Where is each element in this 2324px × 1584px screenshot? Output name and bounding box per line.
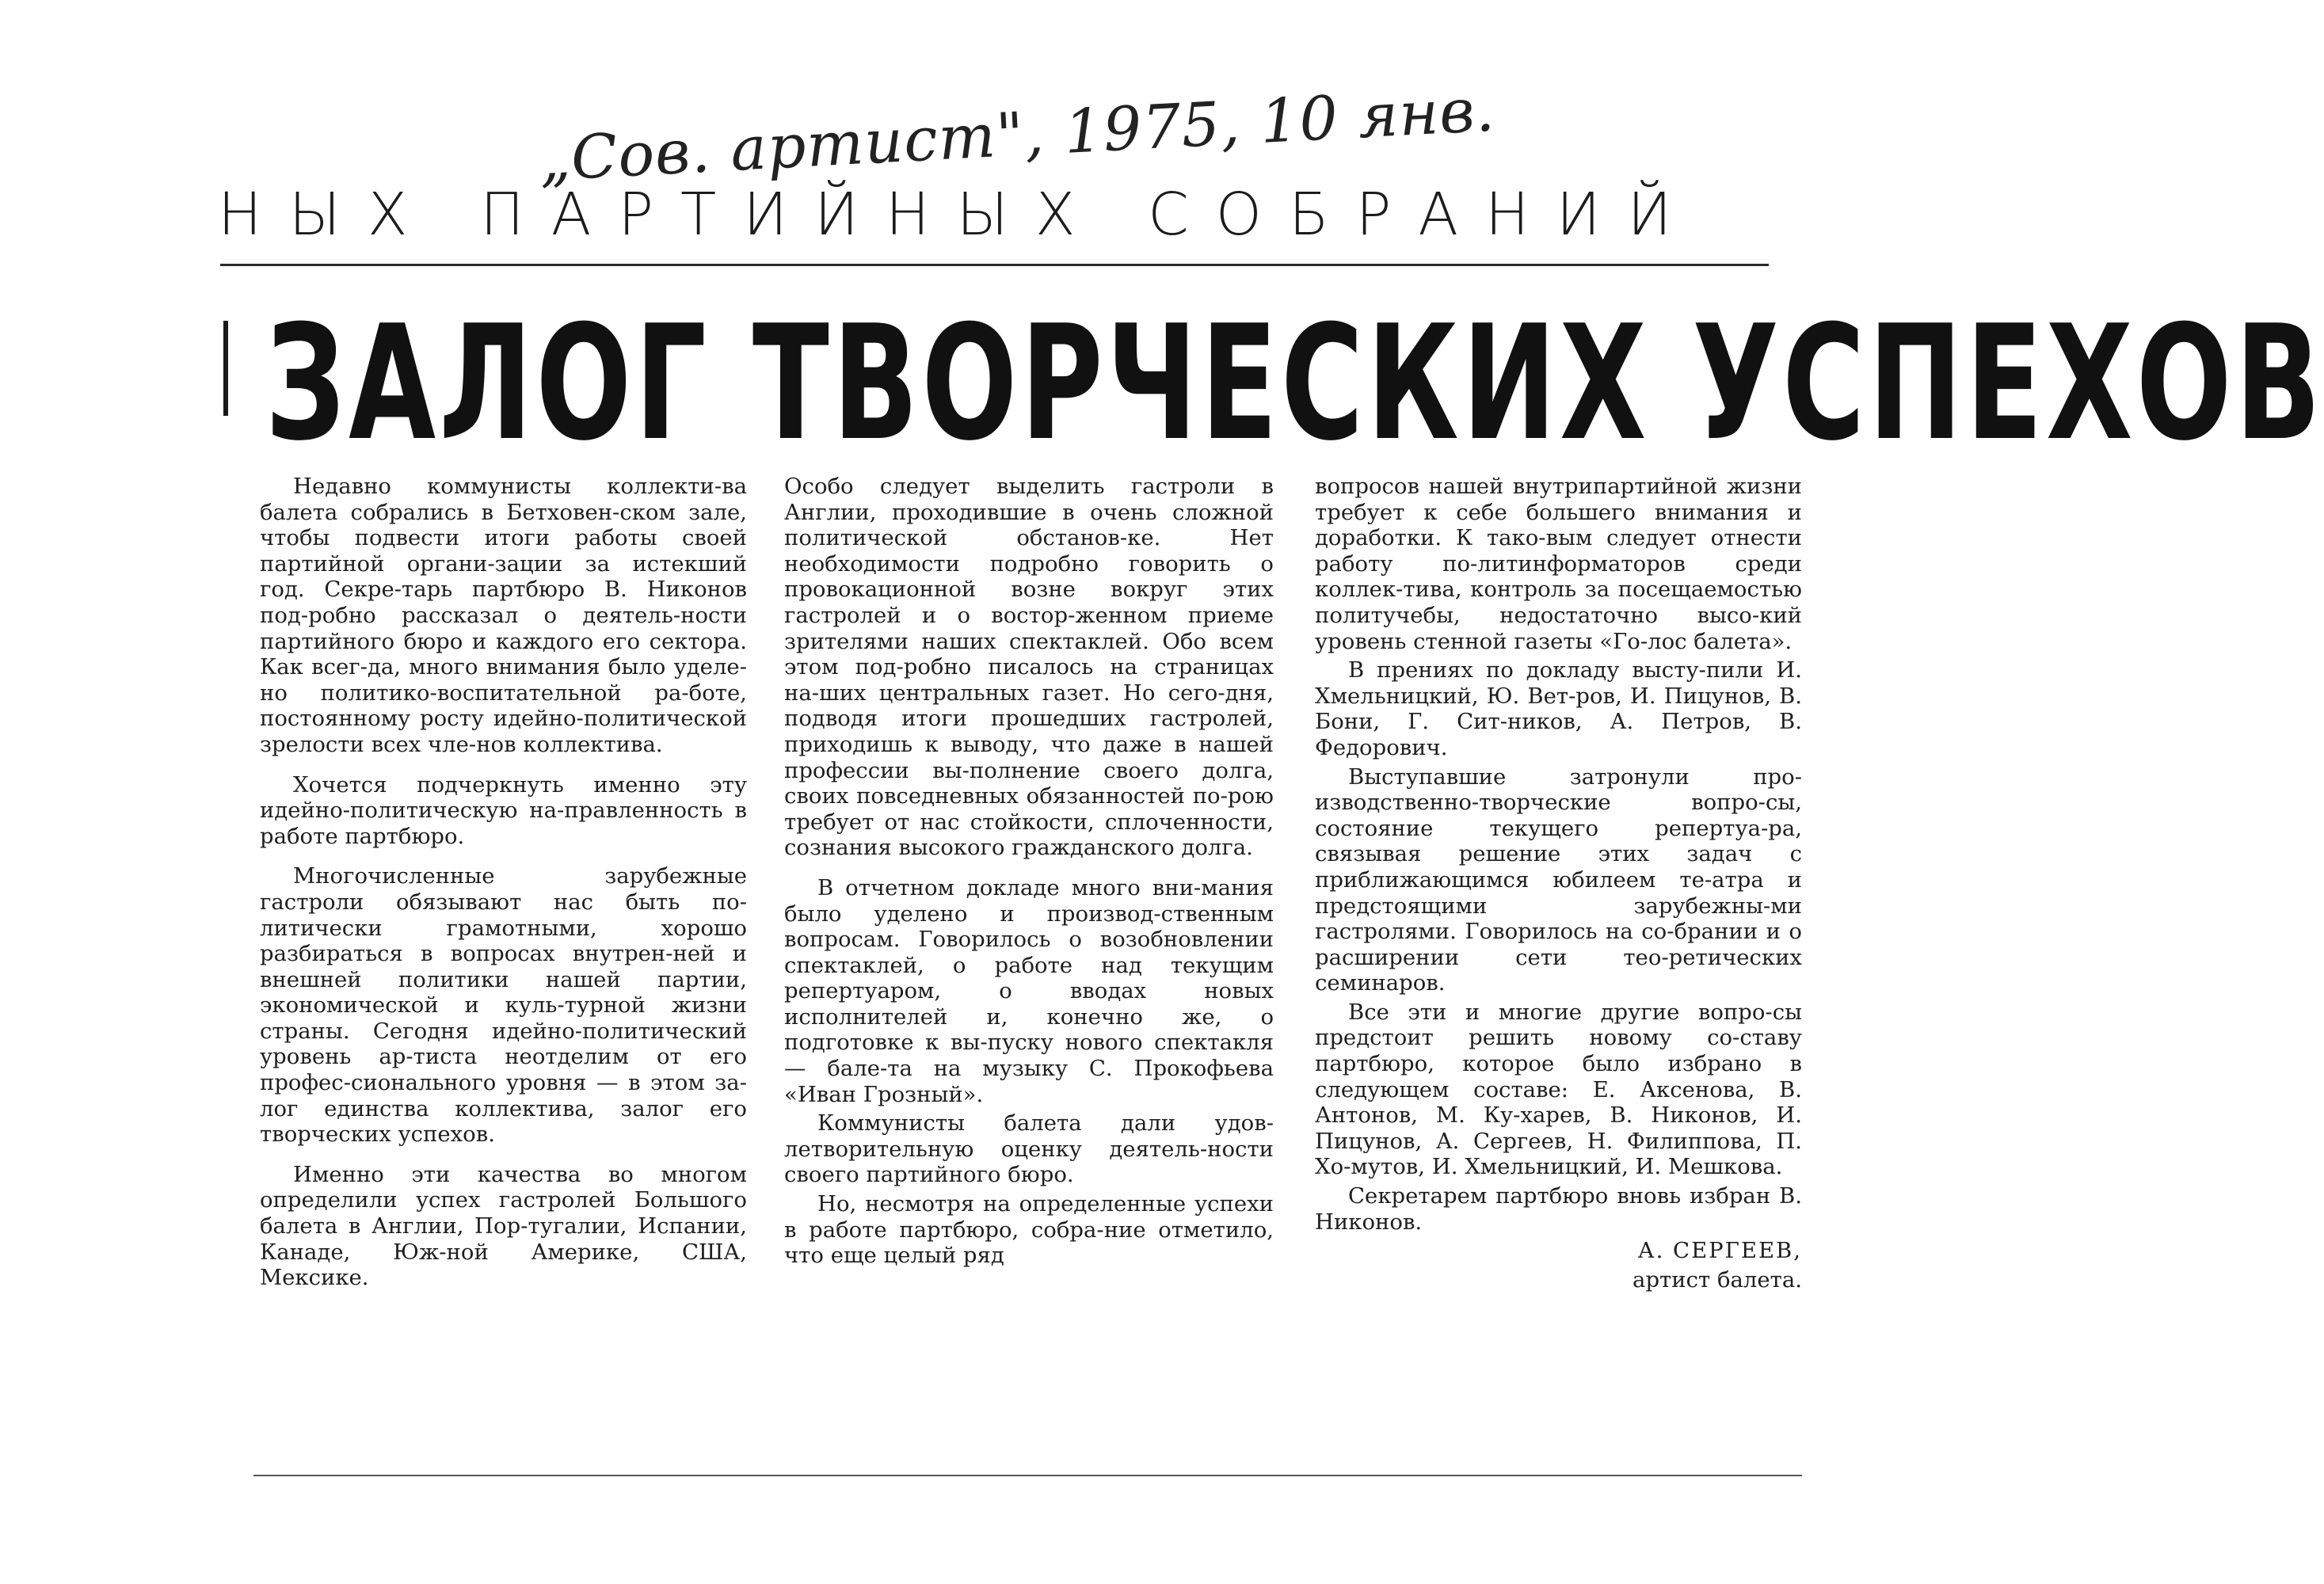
paragraph: Секретарем партбюро вновь избран В. Никонов.: [1315, 1183, 1802, 1235]
article-column-2: [784, 474, 1274, 1272]
section-kicker: НЫХ ПАРТИЙНЫХ СОБРАНИЙ: [218, 181, 1699, 249]
top-rule: [220, 264, 1769, 266]
paragraph: В отчетном докладе много вни-мания было уделено и производ-ственным вопросам. Говорилось о возобновлении спектаклей, о работе над текущим репертуаром, о вводах новых исполнителей и, конечно же, о подготовке к вы-пуску нового спектакля — бале-та на музыку С. Прокофьева «Иван Грозный».: [784, 874, 1274, 1107]
paragraph: вопросов нашей внутрипартийной жизни требует к себе большего внимания и доработки. К тако-вым следует отнести работу по-литинформаторов среди коллек-тива, контроль за посещаемостью политучебы, недостаточно высо-кий уровень стенной газеты «Го-лос балета».: [1315, 474, 1802, 654]
handwritten-source-note: „Сов. артист", 1975, 10 янв.: [537, 74, 1497, 195]
paragraph: Особо следует выделить гастроли в Англии, проходившие в очень сложной политической обстанов-ке. Нет необходимости подробно говорить о провокационной возне вокруг этих гастролей и о востор-женном приеме зрителями наших спектаклей. Обо всем этом под-робно писалось на страницах на-ших центральных газет. Но сего-дня, подводя итоги прошедших гастролей, приходишь к выводу, что даже в нашей профессии вы-полнение своего долга, своих повседневных обязанностей по-рою требует от нас стойкости, сплоченности, сознания высокого гражданского долга.: [784, 474, 1274, 861]
paragraph: Выступавшие затронули про-изводственно-творческие вопро-сы, состояние текущего репертуа-ра, связывая решение этих задач с приближающимся юбилеем те-атра и предстоящими зарубежны-ми гастролями. Говорилось на со-брании и о расширении сети тео-ретических семинаров.: [1315, 763, 1802, 996]
paragraph: В прениях по докладу высту-пили И. Хмельницкий, Ю. Вет-ров, И. Пицунов, В. Бони, Г. Сит-ников, А. Петров, В. Федорович.: [1315, 657, 1802, 760]
bottom-rule: [253, 1475, 1802, 1476]
article-column-3: [1315, 474, 1802, 1296]
paragraph: Но, несмотря на определенные успехи в работе партбюро, собра-ние отметило, что еще целый ряд: [784, 1191, 1274, 1269]
headline-margin-bar: [223, 321, 228, 416]
author-signature: А. СЕРГЕЕВ,: [1637, 1238, 1802, 1264]
paragraph: Все эти и многие другие вопро-сы предстоит решить новому со-ставу партбюро, которое было избрано в следующем составе: Е. Аксенова, В. Антонов, М. Ку-харев, В. Никонов, И. Пицунов, А. Сергеев, Н. Филиппова, П. Хо-мутов, И. Хмельницкий, И. Мешкова.: [1315, 999, 1802, 1180]
paragraph: Недавно коммунисты коллекти-ва балета собрались в Бетховен-ском зале, чтобы подвести итоги работы своей партийной органи-зации за истекший год. Секре-тарь партбюро В. Никонов под-робно рассказал о деятель-ности партийного бюро и каждого его сектора. Как всег-да, много внимания было уделе-но политико-воспитательной ра-боте, постоянному росту идейно-политической зрелости всех чле-нов коллектива.: [260, 474, 747, 757]
paragraph: Многочисленные зарубежные гастроли обязывают нас быть по-литически грамотными, хорошо разбираться в вопросах внутрен-ней и внешней политики нашей партии, экономической и куль-турной жизни страны. Сегодня идейно-политический уровень ар-тиста неотделим от его профес-сионального уровня — в этом за-лог единства коллектива, залог его творческих успехов.: [260, 863, 747, 1148]
author-title: артист балета.: [1633, 1266, 1802, 1293]
paragraph: Коммунисты балета дали удов-летворительную оценку деятель-ности своего партийного бюро.: [784, 1110, 1274, 1188]
article-headline: ЗАЛОГ ТВОРЧЕСКИХ УСПЕХОВ: [265, 291, 2324, 476]
paragraph: Именно эти качества во многом определили успех гастролей Большого балета в Англии, Пор-тугалии, Испании, Канаде, Юж-ной Америке, США, Мексике.: [260, 1161, 747, 1291]
article-column-1: [260, 474, 747, 1294]
paragraph: Хочется подчеркнуть именно эту идейно-политическую на-правленность в работе партбюро.: [260, 771, 747, 849]
